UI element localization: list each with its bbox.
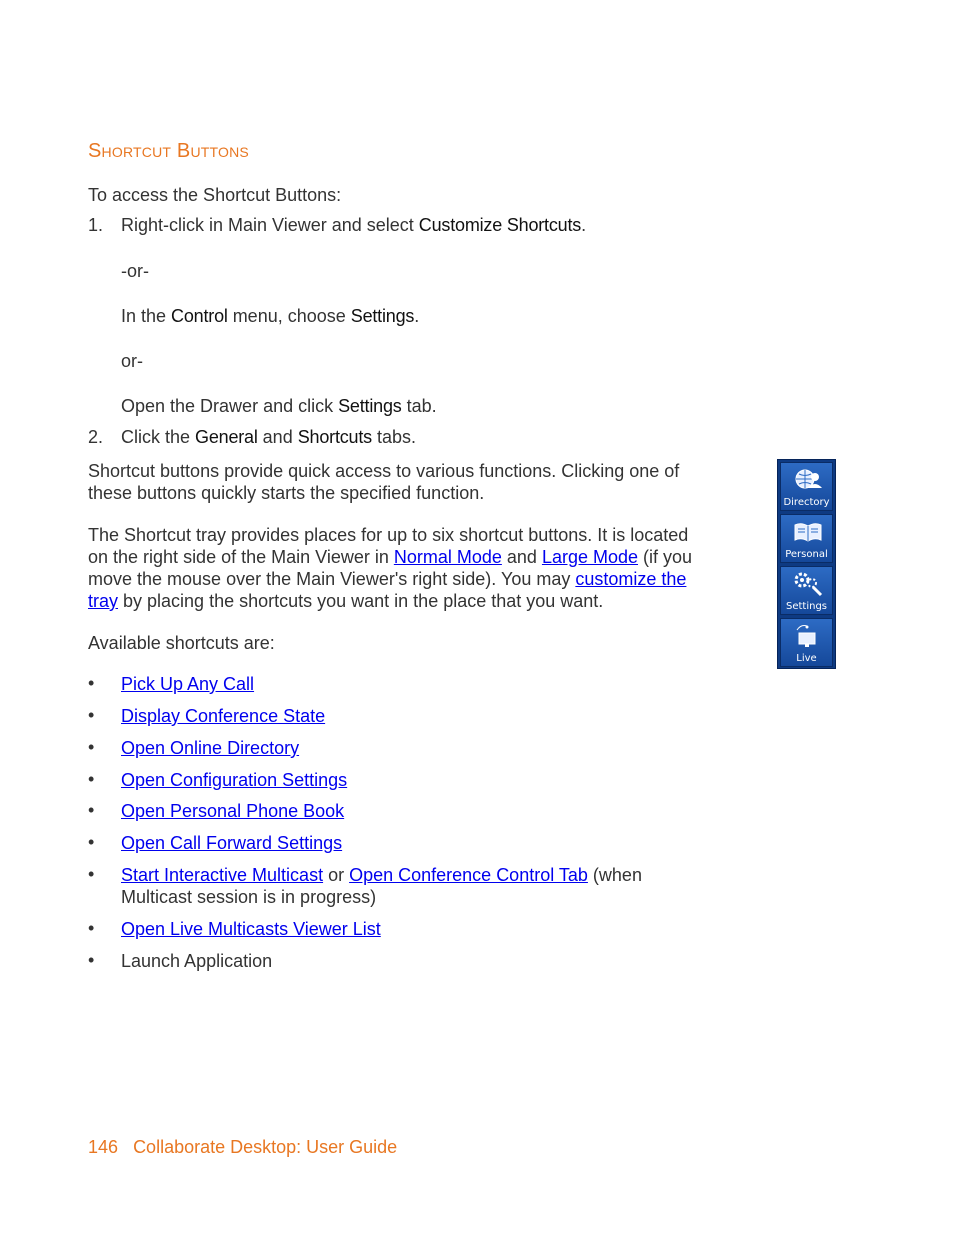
- step-1-post: .: [581, 215, 587, 235]
- step-2: [0, 427, 900, 449]
- list-item: [0, 705, 900, 727]
- step-2-mid: and: [257, 427, 298, 447]
- normal-mode-link[interactable]: Normal Mode: [393, 547, 502, 567]
- multicast-note-2: Multicast session is in progress): [121, 887, 377, 907]
- personal-label: Personal: [785, 549, 828, 560]
- bullet-icon: •: [88, 950, 95, 970]
- alt1-post: .: [414, 306, 420, 326]
- para2-line4: [88, 590, 748, 612]
- list-item: [0, 918, 900, 940]
- bullet-icon: •: [88, 769, 95, 789]
- open-configuration-settings-link[interactable]: Open Configuration Settings: [121, 770, 348, 790]
- multicast-note-1: (when: [587, 865, 642, 885]
- list-item: [0, 864, 900, 908]
- display-conference-state-link[interactable]: Display Conference State: [121, 706, 326, 726]
- heading-rest-1: hortcut: [101, 140, 172, 162]
- settings-term: Settings: [350, 306, 415, 326]
- step-2-text: [121, 427, 416, 448]
- bullet-icon: •: [88, 705, 95, 725]
- para2-line1: The Shortcut tray provides places for up to six shortcut buttons. It is located: [88, 525, 689, 545]
- para2-line4-post: by placing the shortcuts you want in the place that you want.: [118, 591, 604, 611]
- settings-tab-term: Settings: [338, 396, 402, 416]
- large-mode-link[interactable]: Large Mode: [541, 547, 639, 567]
- step-1-text: [121, 215, 586, 236]
- settings-shortcut-button[interactable]: [780, 566, 833, 615]
- gear-icon: [793, 570, 823, 600]
- intro-text: To access the Shortcut Buttons:: [88, 185, 342, 205]
- para1-line2: these buttons quickly starts the specified function.: [88, 483, 485, 503]
- shortcuts-term: Shortcuts: [297, 427, 372, 447]
- open-live-multicasts-viewer-list-link[interactable]: Open Live Multicasts Viewer List: [121, 919, 381, 939]
- book-icon: [793, 518, 823, 548]
- launch-application-text: Launch Application: [121, 951, 273, 971]
- list-item: [0, 673, 900, 695]
- alt-option-2: [121, 395, 437, 417]
- step-2-number: 2.: [88, 427, 104, 447]
- para2-line3: [88, 568, 748, 590]
- paragraph-shortcut-tray: [88, 524, 748, 612]
- or-separator-1: -or-: [121, 261, 149, 281]
- para2-line2-pre: on the right side of the Main Viewer in: [88, 547, 394, 567]
- settings-label: Settings: [785, 601, 827, 612]
- customize-tray-link[interactable]: customize the: [575, 569, 687, 589]
- paragraph-quick-access: [88, 460, 738, 504]
- globe-person-icon: [793, 466, 823, 496]
- list-item: [0, 800, 900, 822]
- page-number: 146: [88, 1137, 119, 1157]
- directory-shortcut-button[interactable]: [780, 462, 833, 511]
- bullet-icon: •: [88, 832, 95, 852]
- list-item: [0, 737, 900, 759]
- step-2-post: tabs.: [371, 427, 416, 447]
- section-heading: [88, 140, 249, 163]
- available-label: Available shortcuts are:: [88, 633, 275, 653]
- bullet-icon: •: [88, 864, 95, 884]
- page-footer: [88, 1137, 397, 1158]
- para2-line2-mid: and: [501, 547, 542, 567]
- shortcut-tray: [777, 459, 836, 669]
- heading-cap-b: B: [176, 140, 191, 162]
- heading-rest-2: uttons: [190, 140, 249, 162]
- alt2-pre: Open the Drawer and click: [121, 396, 339, 416]
- pick-up-any-call-link[interactable]: Pick Up Any Call: [121, 674, 255, 694]
- open-personal-phone-book-link[interactable]: Open Personal Phone Book: [121, 801, 345, 821]
- bullet-icon: •: [88, 737, 95, 757]
- open-conference-control-tab-link[interactable]: Open Conference Control Tab: [349, 865, 588, 885]
- customize-tray-link-cont[interactable]: tray: [88, 591, 119, 611]
- or-text: or: [323, 865, 350, 885]
- step-2-pre: Click the: [121, 427, 196, 447]
- step-1: [0, 215, 900, 237]
- para2-line3-pre: move the mouse over the Main Viewer's right side). You may: [88, 569, 576, 589]
- or-separator-2: or-: [121, 351, 143, 371]
- live-shortcut-button[interactable]: [780, 618, 833, 667]
- open-call-forward-settings-link[interactable]: Open Call Forward Settings: [121, 833, 343, 853]
- alt-option-1: [121, 305, 419, 327]
- para2-line2: [88, 546, 748, 568]
- heading-cap-s: S: [88, 140, 102, 162]
- step-1-pre: Right-click in Main Viewer and select: [121, 215, 419, 235]
- start-interactive-multicast-link[interactable]: Start Interactive Multicast: [121, 865, 324, 885]
- list-item: [0, 832, 900, 854]
- para2-line2-post: (if you: [638, 547, 693, 567]
- bullet-icon: •: [88, 673, 95, 693]
- guide-title: Collaborate Desktop: User Guide: [133, 1137, 398, 1157]
- customize-shortcuts-term: Customize Shortcuts: [418, 215, 582, 235]
- list-item: [0, 769, 900, 791]
- bullet-icon: •: [88, 800, 95, 820]
- bullet-icon: •: [88, 918, 95, 938]
- open-online-directory-link[interactable]: Open Online Directory: [121, 738, 300, 758]
- general-term: General: [195, 427, 258, 447]
- control-term: Control: [171, 306, 228, 326]
- personal-shortcut-button[interactable]: [780, 514, 833, 563]
- alt2-post: tab.: [401, 396, 437, 416]
- list-item: [0, 950, 900, 972]
- para1-line1: Shortcut buttons provide quick access to various functions. Clicking one of: [88, 461, 680, 481]
- alt1-mid: menu, choose: [227, 306, 351, 326]
- monitor-broadcast-icon: [793, 622, 823, 652]
- directory-label: Directory: [783, 497, 830, 508]
- alt1-pre: In the: [121, 306, 172, 326]
- live-label: Live: [796, 653, 817, 664]
- step-1-number: 1.: [88, 215, 104, 235]
